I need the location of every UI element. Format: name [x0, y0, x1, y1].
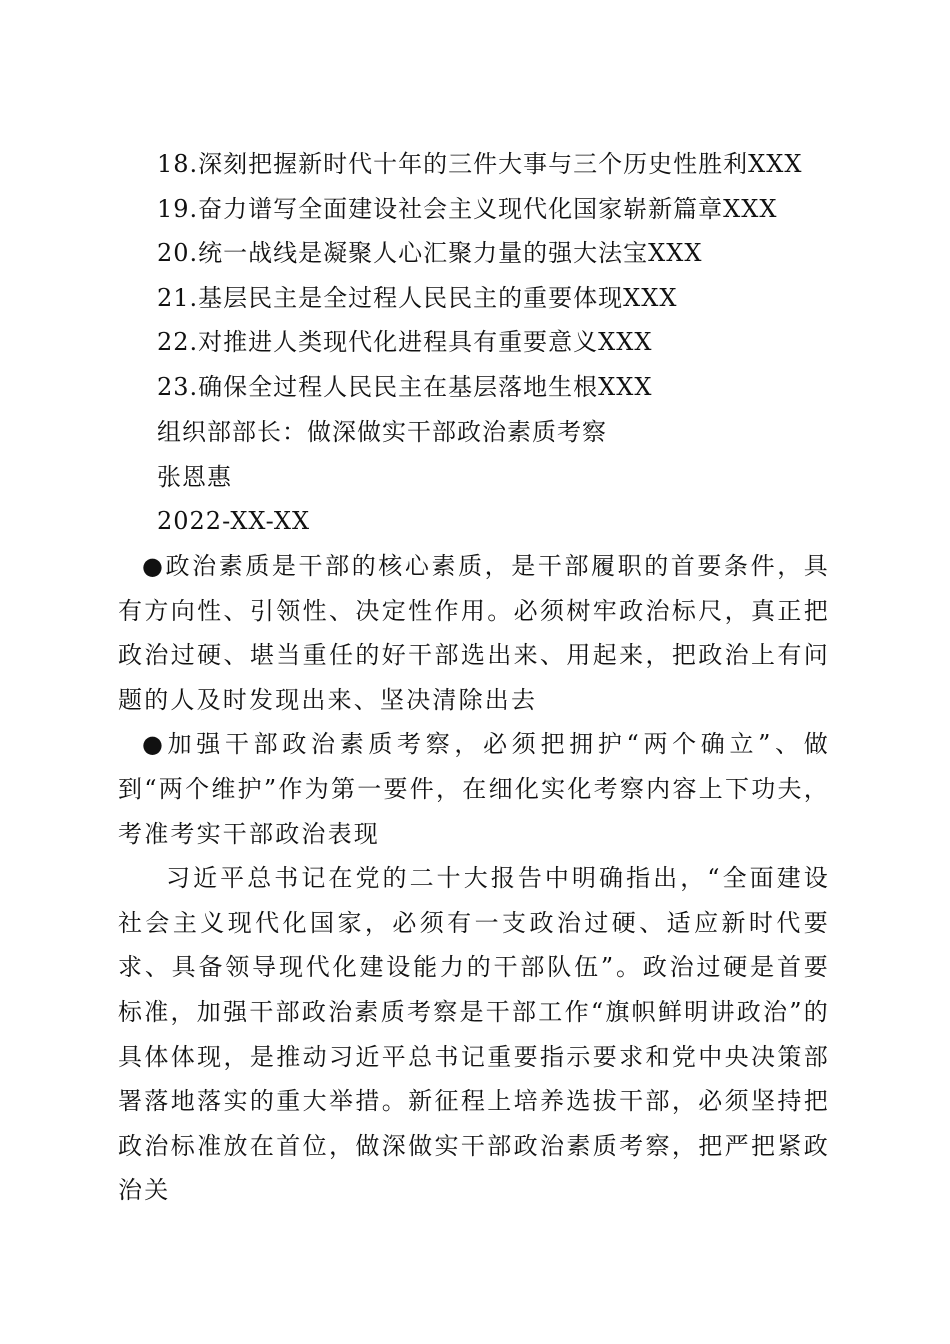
body-paragraph: 习近平总书记在党的二十大报告中明确指出，“全面建设社会主义现代化国家，必须有一支政治过硬、适应新时代要求、具备领导现代化建设能力的干部队伍”。政治过硬是首要标准，加强干部政治素质考察是干部工作“旗帜鲜明讲政治”的具体体现，是推动习近平总书记重要指示要求和党中央决策部署落地落实的重大举措。新征程上培养选拔干部，必须坚持把政治标准放在首位，做深做实干部政治素质考察，把严把紧政治关	[118, 864, 830, 1205]
list-item: 23.确保全过程人民民主在基层落地生根XXX	[157, 372, 653, 401]
article-body	[118, 544, 830, 1213]
summary-paragraph: ●加强干部政治素质考察，必须把拥护“两个确立”、做到“两个维护”作为第一要件，在细化实化考察内容上下功夫，考准考实干部政治表现	[118, 730, 830, 848]
summary-paragraph: ●政治素质是干部的核心素质，是干部履职的首要条件，具有方向性、引领性、决定性作用。必须树牢政治标尺，真正把政治过硬、堪当重任的好干部选出来、用起来，把政治上有问题的人及时发现出来、坚决清除出去	[118, 552, 830, 714]
list-item: 19.奋力谱写全面建设社会主义现代化国家崭新篇章XXX	[157, 194, 778, 223]
article-header	[157, 410, 857, 544]
article-date: 2022-XX-XX	[157, 507, 311, 536]
article-author: 张恩惠	[157, 462, 232, 491]
list-item: 20.统一战线是凝聚人心汇聚力量的强大法宝XXX	[157, 239, 703, 268]
list-item: 21.基层民主是全过程人民民主的重要体现XXX	[157, 283, 678, 312]
article-title: 组织部部长：做深做实干部政治素质考察	[157, 418, 607, 446]
related-articles-list	[157, 142, 857, 410]
list-item: 22.对推进人类现代化进程具有重要意义XXX	[157, 328, 653, 357]
list-item: 18.深刻把握新时代十年的三件大事与三个历史性胜利XXX	[157, 150, 803, 178]
